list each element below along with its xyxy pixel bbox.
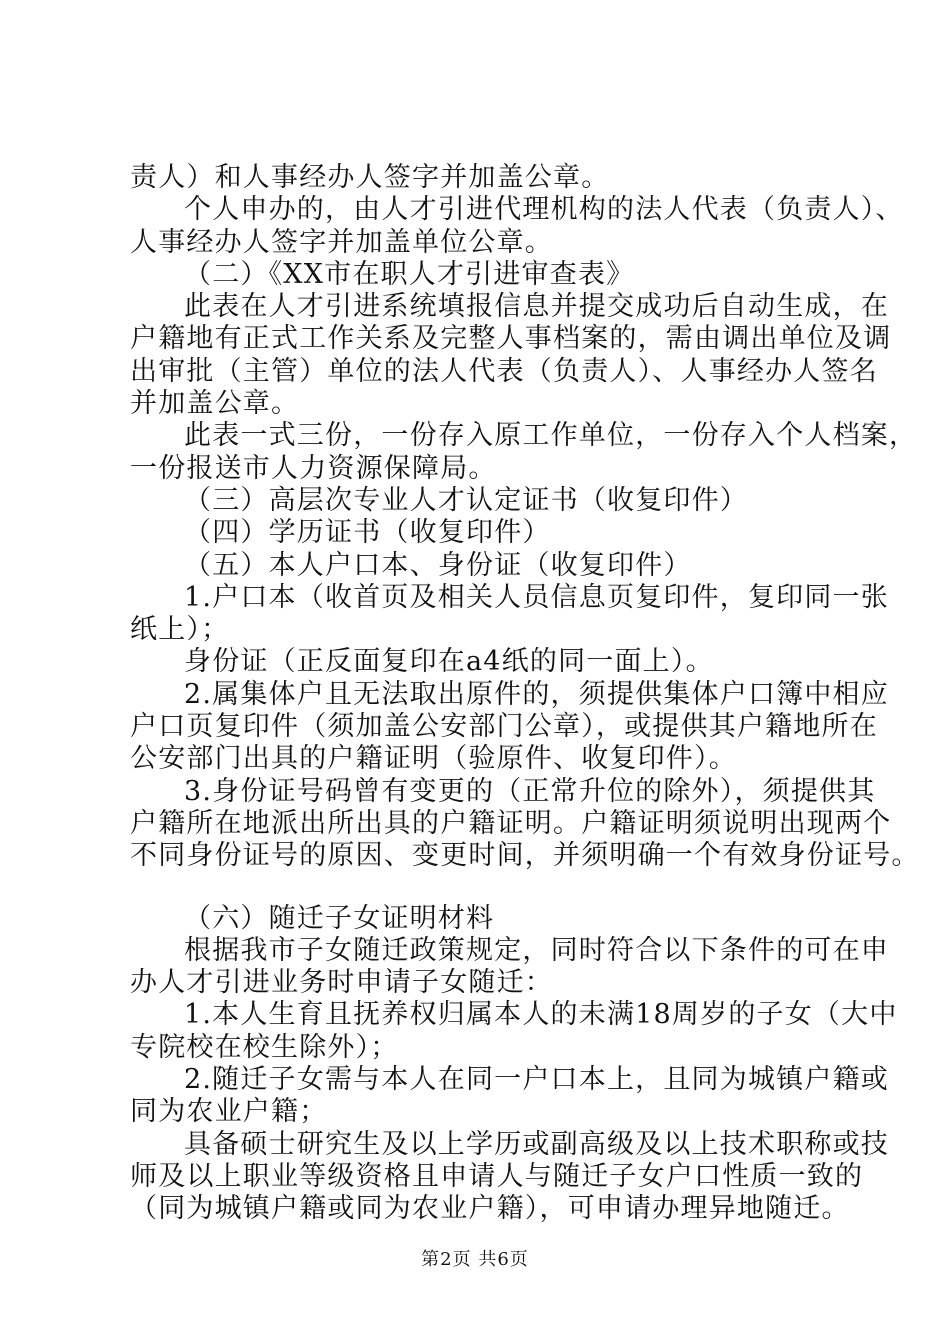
text-line: 办人才引进业务时申请子女随迁： — [130, 967, 553, 999]
text-line: 此表一式三份，一份存入原工作单位，一份存入个人档案， — [184, 420, 918, 452]
text-line: 2.属集体户且无法取出原件的，须提供集体户口簿中相应 — [184, 678, 889, 710]
text-line: 纸上）； — [130, 614, 230, 646]
text-line: 3.身份证号码曾有变更的（正常升位的除外），须提供其 — [184, 775, 876, 807]
text-line: 1.户口本（收首页及相关人员信息页复印件，复印同一张 — [184, 581, 889, 613]
text-line: （三）高层次专业人才认定证书（收复印件） — [184, 484, 748, 516]
text-line: 1.本人生育且抚养权归属本人的未满18周岁的子女（大中 — [184, 999, 898, 1031]
text-line: 师及以上职业等级资格且申请人与随迁子女户口性质一致的 — [130, 1160, 864, 1192]
text-line: 出审批（主管）单位的法人代表（负责人）、人事经办人签名 — [130, 355, 878, 387]
text-line: 2.随迁子女需与本人在同一户口本上，且同为城镇户籍或 — [184, 1064, 889, 1096]
text-line: 户籍所在地派出所出具的户籍证明。户籍证明须说明出现两个 — [130, 807, 892, 839]
text-line: 公安部门出具的户籍证明（验原件、收复印件）。 — [130, 743, 737, 775]
text-line: （二）《XX市在职人才引进审查表》 — [184, 258, 635, 290]
text-line: 不同身份证号的原因、变更时间，并须明确一个有效身份证号。 — [130, 840, 920, 872]
text-line: （四）学历证书（收复印件） — [184, 517, 551, 549]
text-line: 专院校在校生除外）； — [130, 1031, 399, 1063]
paragraph-gap — [130, 873, 850, 903]
text-line: 户籍地有正式工作关系及完整人事档案的，需由调出单位及调 — [130, 323, 892, 355]
document-body — [130, 162, 920, 1226]
text-line: 身份证（正反面复印在a4纸的同一面上）。 — [184, 646, 714, 678]
text-line: （六）随迁子女证明材料 — [184, 902, 495, 934]
text-line: 责人）和人事经办人签字并加盖公章。 — [130, 162, 610, 193]
text-line: （五）本人户口本、身份证（收复印件） — [184, 549, 692, 581]
page-footer: 第2页 共6页 — [421, 1249, 529, 1270]
text-line: 此表在人才引进系统填报信息并提交成功后自动生成，在 — [184, 291, 889, 323]
text-line: 一份报送市人力资源保障局。 — [130, 452, 497, 484]
text-line: 并加盖公章。 — [130, 388, 300, 420]
text-line: 根据我市子女随迁政策规定，同时符合以下条件的可在申 — [184, 934, 889, 966]
text-line: 人事经办人签字并加盖单位公章。 — [130, 226, 553, 258]
text-line: 同为农业户籍； — [130, 1096, 328, 1128]
text-line: 具备硕士研究生及以上学历或副高级及以上技术职称或技 — [184, 1128, 889, 1160]
text-line: 户口页复印件（须加盖公安部门公章），或提供其户籍地所在 — [130, 711, 878, 743]
text-line: 个人申办的，由人才引进代理机构的法人代表（负责人）、 — [184, 194, 904, 226]
text-line: （同为城镇户籍或同为农业户籍），可申请办理异地随迁。 — [130, 1193, 850, 1225]
